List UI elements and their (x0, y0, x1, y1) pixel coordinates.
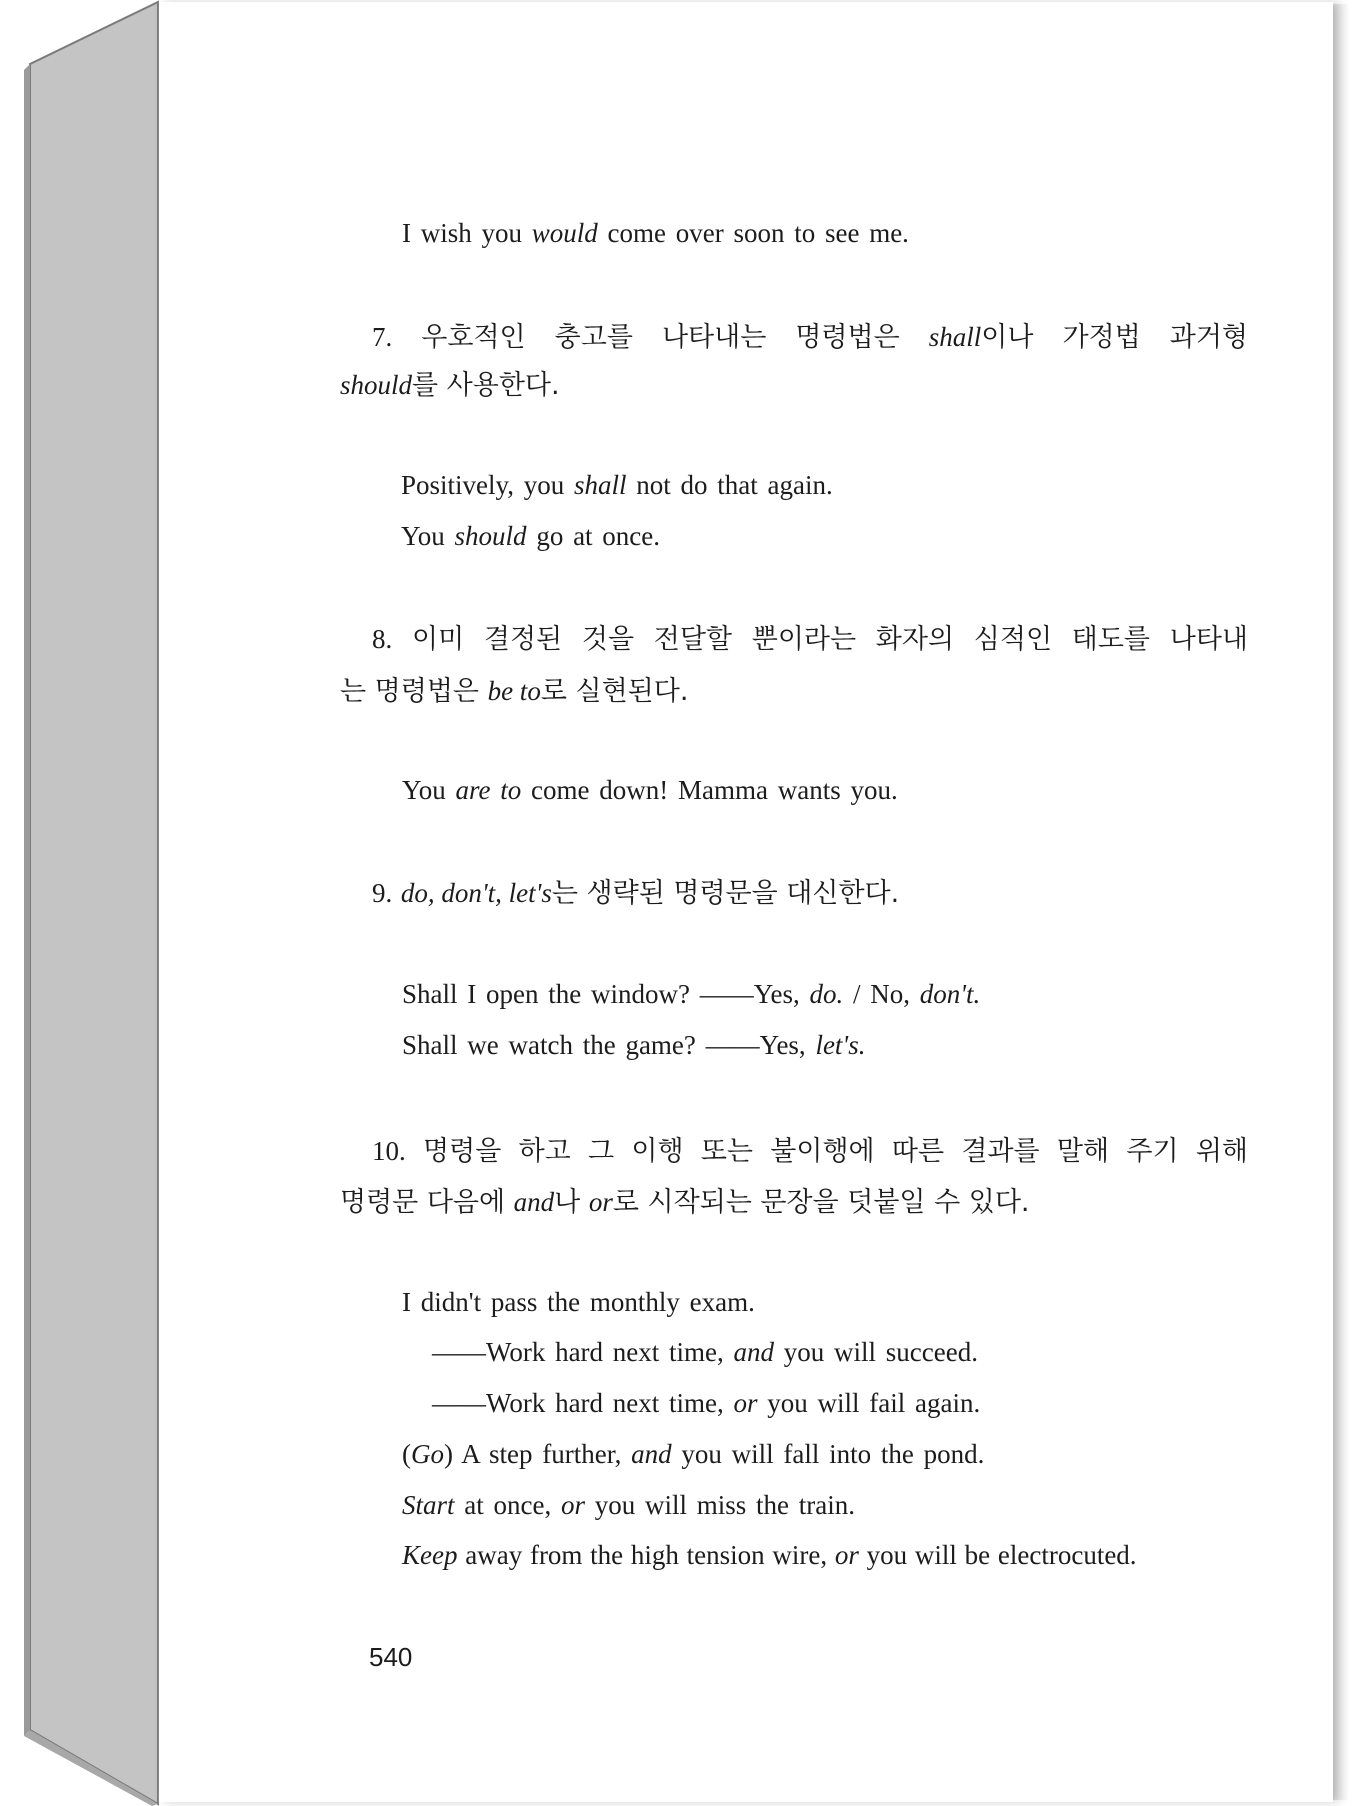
rule-10: 10. 명령을 하고 그 이행 또는 불이행에 따른 결과를 말해 주기 위해 (372, 1136, 1248, 1167)
page-number: 540 (369, 1642, 413, 1672)
example-sentence: I didn't pass the monthly exam. (402, 1287, 755, 1317)
example-response: ――Work hard next time, and you will succeed. (432, 1337, 978, 1367)
example-sentence: Start at once, or you will miss the train. (402, 1490, 855, 1520)
example-sentence: Shall we watch the game? ――Yes, let's. (402, 1030, 866, 1060)
rule-7-continued: should를 사용한다. (340, 370, 560, 401)
example-sentence: Keep away from the high tension wire, or you will be electrocuted. (402, 1540, 1137, 1570)
example-sentence: You are to come down! Mamma wants you. (402, 775, 898, 805)
example-sentence: You should go at once. (401, 521, 661, 551)
example-sentence: I wish you would come over soon to see me. (402, 218, 909, 248)
example-sentence: Shall I open the window? ――Yes, do. / No, don't. (402, 979, 981, 1009)
rule-7: 7. 우호적인 충고를 나타내는 명령법은 shall이나 가정법 과거형 (372, 322, 1248, 353)
page-edge-shadow (1332, 4, 1350, 1800)
example-sentence: (Go) A step further, and you will fall into the pond. (402, 1439, 985, 1469)
rule-8-continued: 는 명령법은 be to로 실현된다. (340, 676, 689, 707)
example-sentence: Positively, you shall not do that again. (401, 470, 833, 500)
rule-9: 9. do, don't, let's는 생략된 명령문을 대신한다. (372, 878, 900, 909)
rule-8: 8. 이미 결정된 것을 전달할 뿐이라는 화자의 심적인 태도를 나타내 (372, 624, 1248, 655)
example-response: ――Work hard next time, or you will fail again. (432, 1388, 981, 1418)
rule-10-continued: 명령문 다음에 and나 or로 시작되는 문장을 덧붙일 수 있다. (340, 1187, 1030, 1218)
